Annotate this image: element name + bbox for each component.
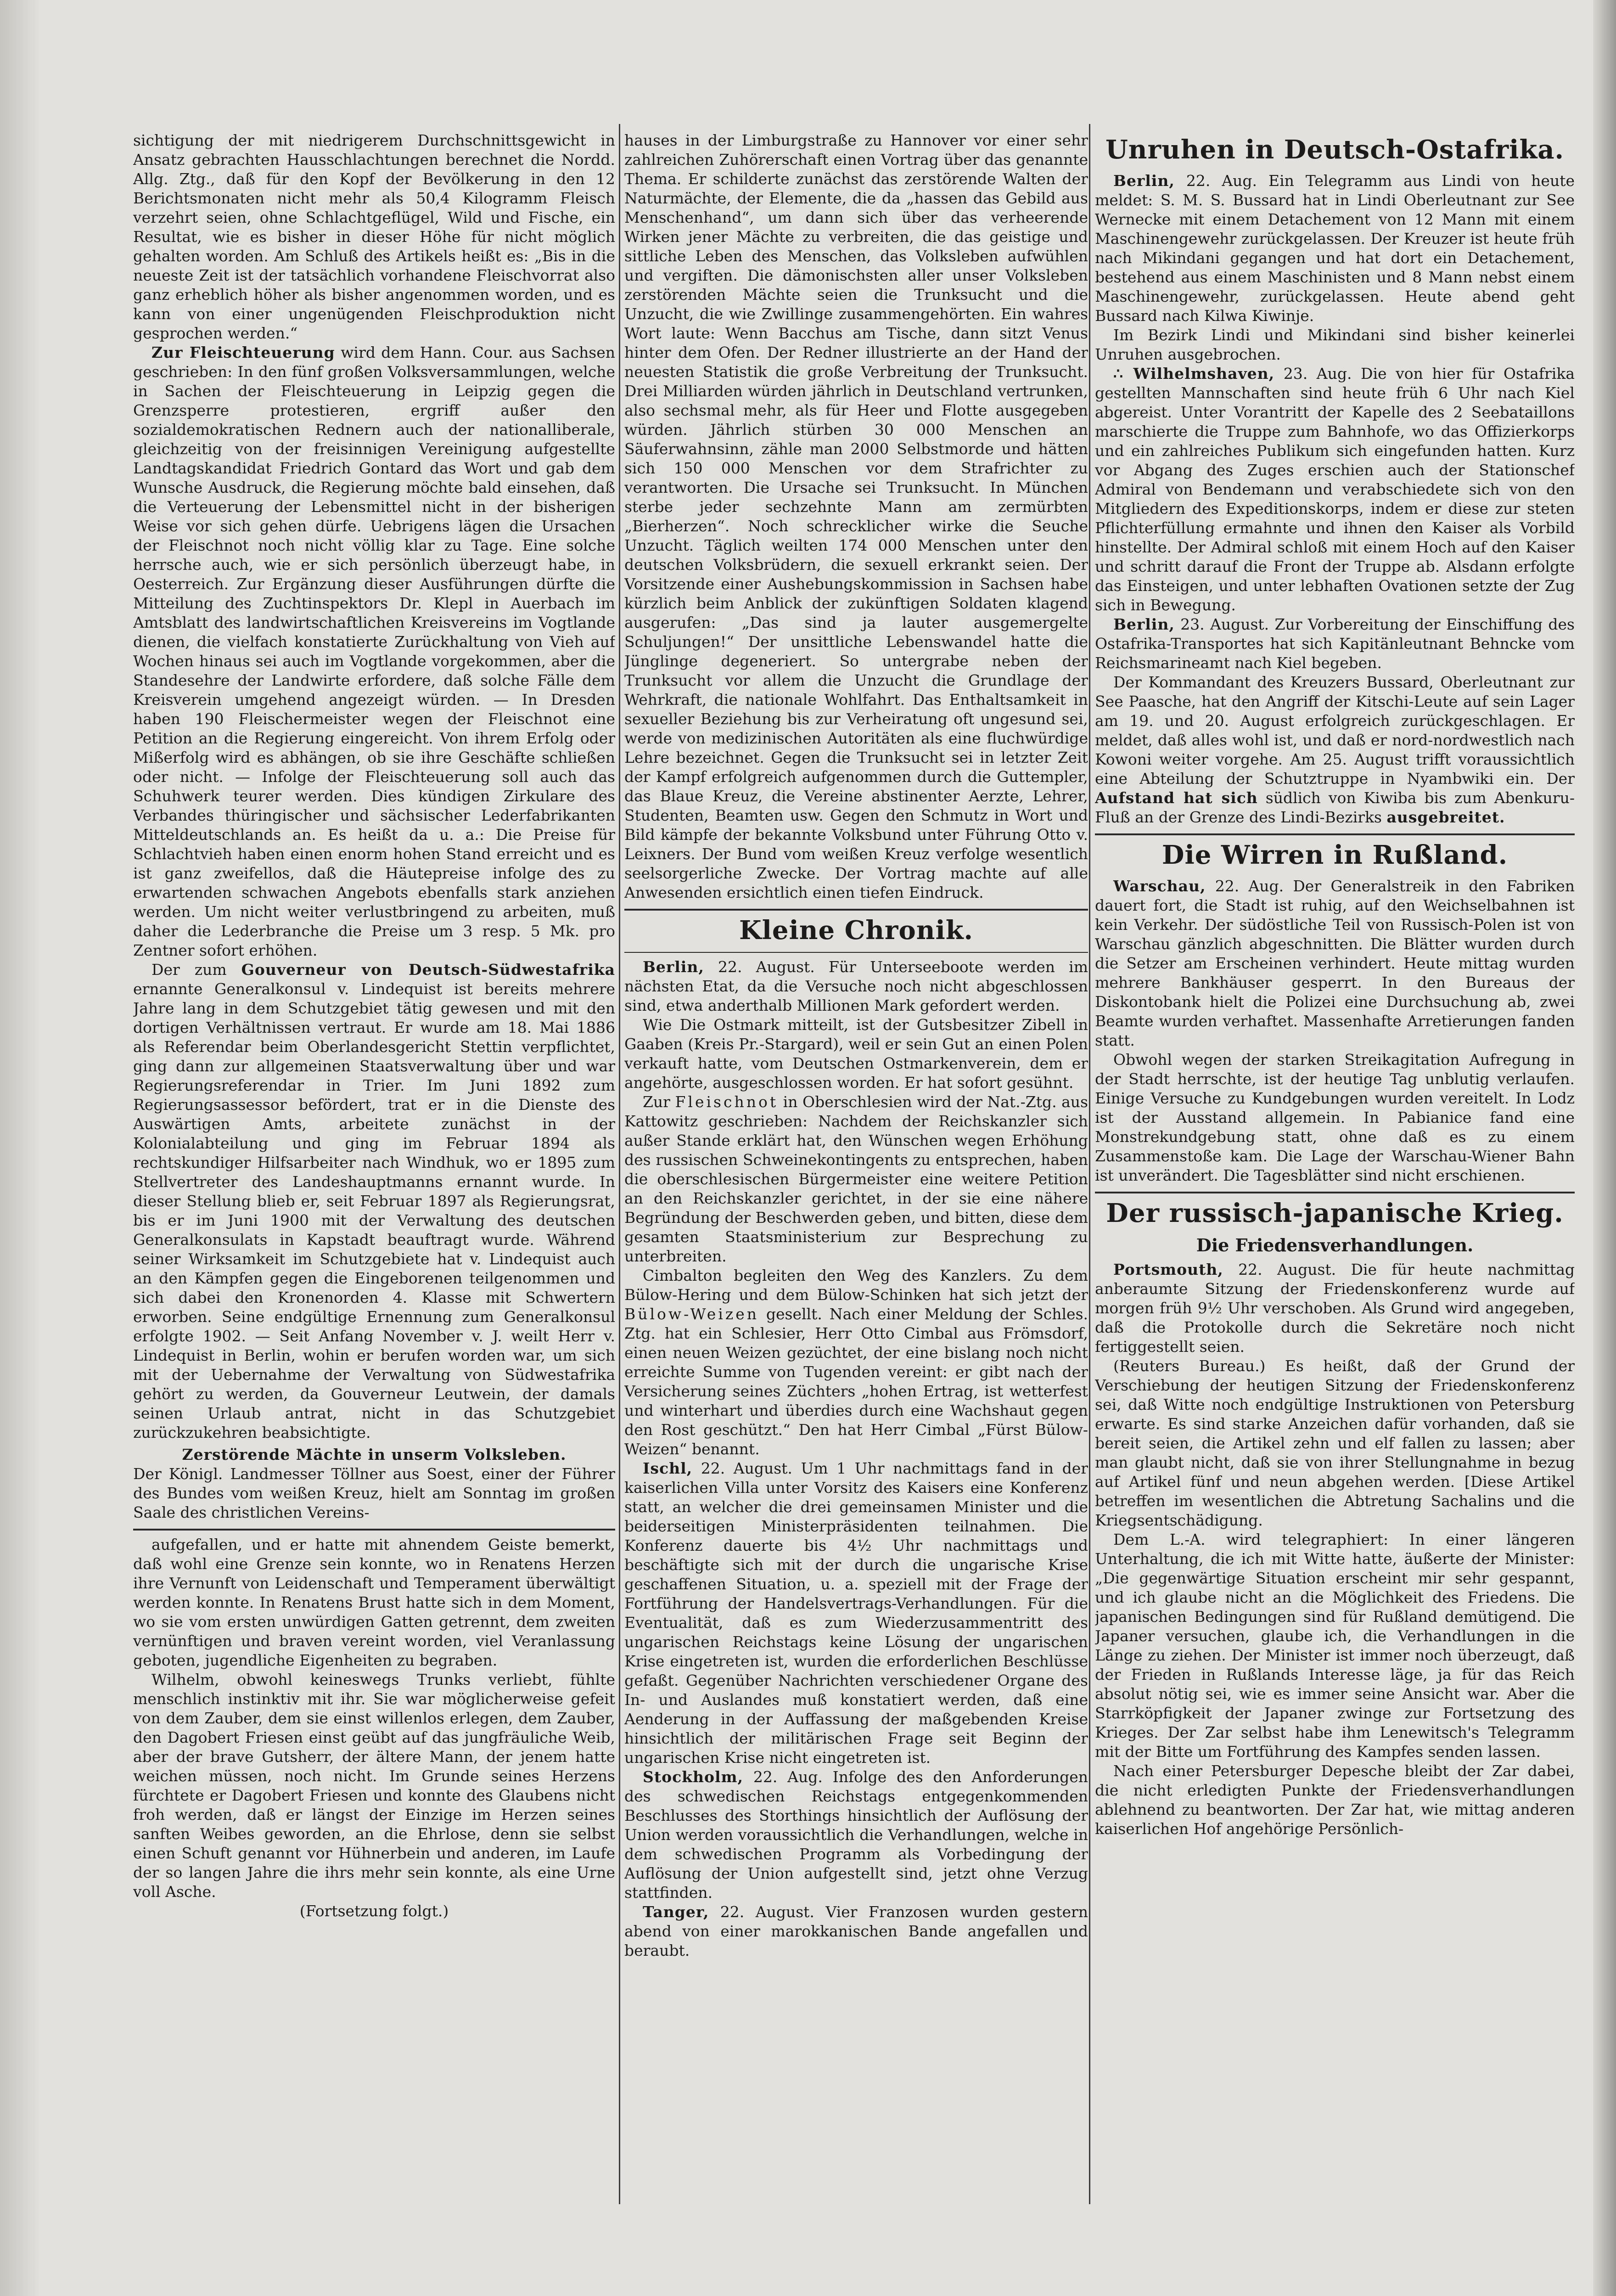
article-text: 22. Aug. Infolge des den Anforderungen des schwedischen Reichstags entgegenkommenden Beschlusses des Storthings hinsichtlich der Auflösung der Union werden voraussichtlich die Verhandlungen, welche in dem schwedischen Programm als Vorbedingung der Auflösung der Union aufgestellt sind, jetzt ohne Verzug stattfinden. (624, 1768, 1088, 1902)
dateline: ∴ Wilhelmshaven, (1113, 365, 1275, 383)
news-item: Nach einer Petersburger Depesche bleibt der Zar dabei, die nicht erledigten Punkte der Friedensverhandlungen ablehnend zu beantworten. Der Zar hat, wie mittag anderen kaiserlichen Hof angehörige Persönlich- (1095, 1762, 1575, 1838)
article-heading: Gouverneur von Deutsch-Südwestafrika (241, 961, 615, 979)
news-item (1095, 364, 1575, 615)
article-text: 23. Aug. Die von hier für Ostafrika gestellten Mannschaften sind heute früh 6 Uhr nach Kiel abgereist. Unter Vorantritt der Kapelle des 2 Seebataillons marschierte die Truppe zum Bahnhofe, wo das Offizierkorps und ein zahlreiches Publikum sich eingefunden hatten. Kurz vor Abgang des Zuges erschien auch der Stationschef Admiral von Bendemann und verabschiedete sich von den Mitgliedern des Expeditionskorps, indem er diese zur steten Pflichterfüllung ermahnte und ihnen den Kaiser als Vorbild hinstellte. Der Admiral schloß mit einem Hoch auf den Kaiser und schritt darauf die Front der Truppe ab. Alsdann erfolgte das Einsteigen, und unter lebhaften Ovationen setzte der Zug sich in Bewegung. (1095, 365, 1575, 614)
news-item (624, 1092, 1088, 1266)
article-heading: ausgebreitet. (1386, 808, 1505, 826)
column-rule (1089, 124, 1090, 2204)
article-paragraph: hauses in der Limburgstraße zu Hannover vor einer sehr zahlreichen Zuhörerschaft einen Vortrag über das genannte Thema. Er schilderte zunächst das zerstörende Walten der Naturmächte, der Elemente, die da „hassen das Gebild aus Menschenhand“, um dann sich über das verheerende Wirken jener Mächte zu verbreiten, die das geistige und sittliche Leben des Menschen, das Volksleben aufwühlen und vergiften. Die dämonischsten aller unser Volksleben zerstörenden Mächte seien die Trunksucht und die Unzucht, die wie Zwillinge zusammengehörten. Ein wahres Wort laute: Wenn Bacchus am Tische, dann sitzt Venus hinter dem Ofen. Der Redner illustrierte an der Hand der neuesten Statistik die große Verbreitung der Trunksucht. Drei Milliarden würden jährlich in Deutschland vertrunken, also sechsmal mehr, als für Heer und Flotte ausgegeben würden. Jährlich stürben 30 000 Menschen an Säuferwahnsinn, zähle man 2000 Selbstmorde und hätten sich 150 000 Menschen vor dem Strafrichter zu verantworten. Die Ursache sei Trunksucht. In München sterbe jeder sechzehnte Mann am zermürbten „Bierherzen“. Noch schrecklicher wirke die Seuche Unzucht. Täglich weilten 174 000 Menschen unter den deutschen Volksbrüdern, die sexuell erkrankt seien. Der Vorsitzende einer Aushebungskommission in Sachsen habe kürzlich beim Anblick der zukünftigen Soldaten klagend ausgerufen: „Das sind ja lauter ausgemergelte Schuljungen!“ Der unsittliche Lebenswandel hatte die Jünglinge degeneriert. So untergrabe neben der Trunksucht vor allem die Unzucht die Grundlage der Wehrkraft, die nationale Wohlfahrt. Das Enthaltsamkeit in sexueller Beziehung bis zur Verheiratung oft ungesund sei, werde von medizinischen Autoritäten als eine fluchwürdige Lehre bezeichnet. Gegen die Trunksucht sei in letzter Zeit der Kampf erfolgreich aufgenommen durch die Guttempler, das Blaue Kreuz, die Vereine abstinenter Aerzte, Lehrer, Studenten, Beamten usw. Gegen den Schmutz in Wort und Bild kämpfe der bekannte Volksbund unter Führung Otto v. Leixners. Der Bund vom weißen Kreuz verfolge wesentlich seelsorgerliche Zwecke. Der Vortrag machte auf alle Anwesenden ersichtlich einen tiefen Eindruck. (624, 131, 1088, 901)
section-title: Die Wirren in Rußland. (1162, 840, 1508, 870)
column-rule (619, 124, 620, 2204)
news-item: Wie Die Ostmark mitteilt, ist der Gutsbesitzer Zibell in Gaaben (Kreis Pr.-Stargard), weil er sein Gut an einen Polen verkauft hatte, vom Deutschen Ostmarkenverein, dem er angehörte, ausgeschlossen worden. Er hat sofort gesühnt. (624, 1016, 1088, 1092)
article-text: Der Kommandant des Kreuzers Bussard, Oberleutnant zur See Paasche, hat den Angriff der Kitschi-Leute auf sein Lager am 19. und 20. August erfolgreich zurückgeschlagen. Er meldet, daß alles wohl ist, und daß er nord-nordwestlich nach Kowoni weiter vorgehe. Am 25. August trifft voraussichtlich eine Abteilung der Schutztruppe in Nyambwiki ein. Der (1095, 673, 1575, 788)
news-item (1095, 171, 1575, 326)
news-item (624, 957, 1088, 1015)
news-item (624, 1767, 1088, 1902)
dateline: Tanger, (643, 1903, 709, 1921)
article-heading: Aufstand hat sich (1095, 789, 1258, 807)
article-text: 22. August. Vier Franzosen wurden gestern abend von einer marokkanischen Bande angefallen und beraubt. (624, 1903, 1088, 1959)
section-divider (624, 952, 1088, 953)
continuation-note: (Fortsetzung folgt.) (299, 1902, 449, 1920)
article-heading: Zur Fleischteuerung (152, 343, 335, 361)
article-text: 22. Aug. Der Generalstreik in den Fabriken dauert fort, die Stadt ist ruhig, auf den Weichselbahnen ist kein Verkehr. Der südöstliche Teil von Russisch-Polen ist von Warschau gänzlich abgeschnitten. Die Blätter wurden durch die Setzer am Erscheinen verhindert. Heute mittag wurden mehrere Bankhäuser gesperrt. In den Bureaus der Diskontobank hielt die Polizei eine Durchsuchung ab, zwei Beamte wurden verhaftet. Massenhafte Arretierungen fanden statt. (1095, 877, 1575, 1049)
section-subtitle: Die Friedensverhandlungen. (1196, 1235, 1474, 1255)
spaced-keyword: Bülow-Weizen (624, 1305, 759, 1323)
article-paragraph (133, 343, 615, 960)
article-paragraph: Der Königl. Landmesser Töllner aus Soest, einer der Führer des Bundes vom weißen Kreuz, hielt am Sonntag im großen Saale des christlichen Vereins- (133, 1465, 615, 1521)
dateline: Portsmouth, (1113, 1261, 1223, 1278)
article-text: südlich von Kiwiba bis zum Abenkuru-Fluß an der Grenze des Lindi-Bezirks (1095, 789, 1575, 826)
news-item (1095, 1260, 1575, 1356)
news-item (1095, 615, 1575, 673)
section-title: Unruhen in Deutsch-Ostafrika. (1105, 135, 1565, 165)
column-3 (1095, 131, 1575, 1839)
left-margin-shadow (0, 0, 41, 2296)
dateline: Ischl, (643, 1459, 693, 1477)
news-item (1095, 673, 1575, 827)
section-divider (1095, 1192, 1575, 1193)
article-text: ernannte Generalkonsul v. Lindequist ist bereits mehrere Jahre lang in dem Schutzgebiet tätig gewesen und mit den dortigen Verhältnissen vertraut. Er wurde am 18. Mai 1886 als Referendar beim Oberlandesgericht Stettin verpflichtet, ging dann zur allgemeinen Staatsverwaltung über und war Regierungsreferendar in Trier. Im Juni 1892 zum Regierungsassessor befördert, trat er in die Dienste des Auswärtigen Amts, arbeitete zunächst in der Kolonialabteilung und ging im Februar 1894 als rechtskundiger Hilfsarbeiter nach Windhuk, wo er 1895 zum Stellvertreter des Landeshauptmanns ernannt wurde. In dieser Stellung blieb er, seit Februar 1897 als Regierungsrat, bis er im Juni 1900 mit der Verwaltung des deutschen Generalkonsulats in Kapstadt beauftragt wurde. Während seiner Wirksamkeit im Schutzgebiete hat v. Lindequist auch an den Kämpfen gegen die Eingeborenen teilgenommen und sich dabei den Kronenorden 4. Klasse mit Schwertern erworben. Seine endgültige Ernennung zum Generalkonsul erfolgte 1902. — Seit Anfang November v. J. weilt Herr v. Lindequist in Berlin, wohin er berufen worden war, um sich mit der Uebernahme der Verwaltung von Südwestafrika gehört zu werden, da Gouverneur Leutwein, der damals seinen Urlaub antrat, nicht in das Schutzgebiet zurückzukehren beabsichtigte. (133, 980, 615, 1441)
article-text: Cimbalton begleiten den Weg des Kanzlers. Zu dem Bülow-Hering und dem Bülow-Schinken hat sich jetzt der (624, 1266, 1088, 1304)
article-heading: Zerstörende Mächte in unserm Volksleben. (182, 1446, 567, 1463)
news-item (624, 1459, 1088, 1767)
section-divider (624, 909, 1088, 911)
feuilleton-paragraph: aufgefallen, und er hatte mit ahnendem Geiste bemerkt, daß wohl eine Grenze sein konnte, wo in Renatens Herzen ihre Vernunft von Leidenschaft und Temperament überwältigt werden konnte. In Renatens Brust hatte sich in dem Moment, wo sie vom ersten unwürdigen Gatten getrennt, dem zweiten vernünftigen und braven vereint worden, viel Veranlassung geboten, jugendliche Eigenheiten zu begraben. (133, 1536, 615, 1669)
page-edge (1593, 0, 1616, 2296)
feuilleton-paragraph: Wilhelm, obwohl keineswegs Trunks verliebt, fühlte menschlich instinktiv mit ihr. Sie war möglicherweise gefeit von dem Zauber, dem sie einst willenlos erlegen, dem Zauber, den Dagobert Friesen einst geübt auf das jungfräuliche Weib, aber der brave Gutsherr, der ältere Mann, der jenem hatte weichen müssen, noch nicht. Im Grunde seines Herzens fürchtete er Dagobert Friesen und konnte des Glaubens nicht froh werden, daß er längst der Einzige im Herzen seines sanften Weibes geworden, an die Ehrlose, denn sie selbst einen Schuft genannt vor Hühnerbein und anderen, im Laufe der so langen Jahre die ihrs mehr sein konnte, als eine Urne voll Asche. (133, 1671, 615, 1901)
section-title: Der russisch-japanische Krieg. (1106, 1198, 1564, 1228)
article-text: 22. August. Um 1 Uhr nachmittags fand in der kaiserlichen Villa unter Vorsitz des Kaisers eine Konferenz statt, an welcher die drei gemeinsamen Minister und die beiderseitigen Ministerpräsidenten teilnahmen. Die Konferenz dauerte bis 4½ Uhr nachmittags und beschäftigte sich mit der durch die ungarische Krise geschaffenen Situation, u. a. speziell mit der Frage der Fortführung der Handelsvertrags-Verhandlungen. Für die Eventualität, daß es zum Wiederzusammentritt des ungarischen Reichstags keine Lösung der ungarischen Krise eingetreten ist, wurden die erforderlichen Beschlüsse gefaßt. Gegenüber Nachrichten verschiedener Organe des In- und Auslandes muß konstatiert werden, daß eine Aenderung in der Auffassung der maßgebenden Kreise hinsichtlich der militärischen Frage seit Beginn der ungarischen Krise nicht eingetreten ist. (624, 1459, 1088, 1767)
article-text: Der zum (152, 961, 241, 979)
column-2 (624, 131, 1088, 1960)
article-text: gesellt. Nach einer Meldung der Schles. Ztg. hat ein Schlesier, Herr Otto Cimbal aus Frömsdorf, einen neuen Weizen gezüchtet, der eine bislang noch nicht erreichte Summe von Tugenden vereint: er gibt nach der Versicherung seines Züchters „hohen Ertrag, ist wetterfest und winterhart und überdies durch eine Wachshaut gegen den Rost geschützt.“ Den hat Herr Cimbal „Fürst Bülow-Weizen“ benannt. (624, 1305, 1088, 1458)
article-text: Zur (643, 1093, 675, 1111)
feuilleton-divider (133, 1529, 615, 1531)
dateline: Berlin, (1113, 615, 1175, 633)
article-paragraph: sichtigung der mit niedrigerem Durchschnittsgewicht in Ansatz gebrachten Hausschlachtungen berechnet die Nordd. Allg. Ztg., daß für den Kopf der Bevölkerung in den 12 Berichtsmonaten nicht mehr als 50,4 Kilogramm Fleisch verzehrt seien, ohne Schlachtgeflügel, Wild und Fische, ein Resultat, wie es bisher in dieser Höhe für nicht möglich gehalten worden. Am Schluß des Artikels heißt es: „Bis in die neueste Zeit ist der tatsächlich vorhandene Fleischvorrat also ganz erheblich höher als bisher angenommen worden, und es kann von einer ungenügenden Fleischproduktion nicht gesprochen werden.“ (133, 131, 615, 342)
dateline: Stockholm, (643, 1768, 743, 1786)
article-text: 22. Aug. Ein Telegramm aus Lindi von heute meldet: S. M. S. Bussard hat in Lindi Oberleutnant zur See Wernecke mit einem Detachement von 12 Mann mit einem Maschinengewehr zurückgelassen. Der Kreuzer ist heute früh nach Mikindani gegangen und hat dort ein Detachement, bestehend aus einem Maschinisten und 8 Mann nebst einem Maschinengewehr, zurückgelassen. Heute abend geht Bussard nach Kilwa Kiwinje. (1095, 172, 1575, 325)
article-text: wird dem Hann. Cour. aus Sachsen geschrieben: In den fünf großen Volksversammlungen, welche in Sachen der Fleischteuerung in Leipzig gegen die Grenzsperre protestieren, ergriff außer den sozialdemokratischen Rednern auch der nationalliberale, gleichzeitig von der freisinnigen Vereinigung aufgestellte Landtagskandidat Friedrich Gontard das Wort und gab dem Wunsche Ausdruck, die Regierung möchte bald einsehen, daß die Verteuerung der Lebensmittel nicht in der bisherigen Weise vor sich gehen dürfe. Uebrigens lägen die Ursachen der Fleischnot noch nicht völlig klar zu Tage. Eine solche herrsche auch, wie er sich persönlich überzeugt habe, in Oesterreich. Zur Ergänzung dieser Ausführungen dürfte die Mitteilung des Zuchtinspektors Dr. Klepl in Auerbach im Amtsblatt des landwirtschaftlichen Kreisvereins im Vogtlande dienen, die vielfach konstatierte Zurückhaltung von Vieh auf Wochen hinaus sei auch im Vogtlande vorgekommen, aber die Standesehre der Landwirte erfordere, daß solche Fälle dem Kreisverein umgehend angezeigt würden. — In Dresden haben 190 Fleischermeister wegen der Fleischnot eine Petition an die Regierung eingereicht. Von ihrem Erfolg oder Mißerfolg wird es abhängen, ob sie ihre Geschäfte schließen oder nicht. — Infolge der Fleischteuerung soll auch das Schuhwerk teurer werden. Dies kündigen Zirkulare des Verbandes thüringischer und sächsischer Lederfabrikanten Mitteldeutschlands an. Es heißt da u. a.: Die Preise für Schlachtvieh haben einen enorm hohen Stand erreicht und es ist ganz zweifellos, daß die Häutepreise infolge des zu erwartenden schwachen Angebots ebenfalls stark anziehen werden. Um nicht weiter verlustbringend zu arbeiten, muß daher die Lederbranche die Preise um 3 resp. 5 Mk. pro Zentner sofort erhöhen. (133, 343, 615, 959)
section-title: Kleine Chronik. (739, 915, 974, 945)
news-item: Im Bezirk Lindi und Mikindani sind bisher keinerlei Unruhen ausgebrochen. (1095, 326, 1575, 363)
dateline: Warschau, (1113, 877, 1206, 895)
article-text: 22. August. Die für heute nachmittag anberaumte Sitzung der Friedenskonferenz wurde auf morgen früh 9½ Uhr verschoben. Als Grund wird angegeben, daß die Protokolle durch die Sekretäre noch nicht fertiggestellt seien. (1095, 1261, 1575, 1356)
news-item (624, 1902, 1088, 1960)
dateline: Berlin, (1113, 172, 1175, 190)
news-item: (Reuters Bureau.) Es heißt, daß der Grund der Verschiebung der heutigen Sitzung der Friedenskonferenz sei, daß Witte noch endgültige Instruktionen von Petersburg erwarte. Es sind starke Anzeichen dafür vorhanden, daß sie bereit seien, die Artikel zehn und elf fallen zu lassen; aber man glaubt nicht, daß sie von ihrer Stellungnahme in bezug auf Artikel fünf und neun abgehen werden. [Diese Artikel betreffen im wesentlichen die Abtretung Sachalins und die Kriegsentschädigung. (1095, 1357, 1575, 1529)
news-item (1095, 877, 1575, 1050)
article-paragraph (133, 960, 615, 1442)
news-item: Obwohl wegen der starken Streikagitation Aufregung in der Stadt herrschte, ist der heutige Tag unblutig verlaufen. Einige Versuche zu Kundgebungen wurden vereitelt. In Lodz ist der Ausstand allgemein. In Pabianice fand eine Monstrekundgebung statt, ohne daß es zu einem Zusammenstoße kam. Die Lage der Warschau-Wiener Bahn ist unverändert. Die Tagesblätter sind nicht erschienen. (1095, 1051, 1575, 1184)
dateline: Berlin, (643, 958, 704, 976)
article-text: in Oberschlesien wird der Nat.-Ztg. aus Kattowitz geschrieben: Nachdem der Reichskanzler sich außer Stande erklärt hat, den Wünschen wegen Erhöhung des russischen Schweinekontingents zu entsprechen, haben die oberschlesischen Bürgermeister eine weitere Petition an den Reichskanzler gerichtet, in der sie eine nähere Begründung der Beschwerden geben, und bitten, diese dem gesamten Staatsministerium zur Besprechung zu unterbreiten. (624, 1093, 1088, 1265)
news-item: Dem L.-A. wird telegraphiert: In einer längeren Unterhaltung, die ich mit Witte hatte, äußerte der Minister: „Die gegenwärtige Situation erscheint mir sehr gespannt, und ich glaube nicht an die Möglichkeit des Friedens. Die japanischen Bedingungen sind für Rußland demütigend. Die Japaner versuchen, glaube ich, die Verhandlungen in die Länge zu ziehen. Der Minister ist immer noch überzeugt, daß der Frieden in Rußlands Interesse läge, ja für das Reich absolut nötig sei, wie es immer seine Ansicht war. Aber die Starrköpfigkeit der Japaner zwinge zur Fortsetzung des Krieges. Der Zar selbst habe ihm Lenewitsch's Telegramm mit der Bitte um Fortführung des Kampfes senden lassen. (1095, 1531, 1575, 1761)
article-text: 22. August. Für Unterseeboote werden im nächsten Etat, da die Versuche noch nicht abgeschlossen sind, etwa anderthalb Millionen Mark gefordert werden. (624, 958, 1088, 1014)
spaced-keyword: Fleischnot (675, 1093, 779, 1111)
news-item (624, 1266, 1088, 1459)
article-text: 23. August. Zur Vorbereitung der Einschiffung des Ostafrika-Transportes hat sich Kapitänleutnant Behncke vom Reichsmarineamt nach Kiel begeben. (1095, 615, 1575, 672)
section-divider (1095, 833, 1575, 835)
column-1 (133, 131, 615, 1921)
